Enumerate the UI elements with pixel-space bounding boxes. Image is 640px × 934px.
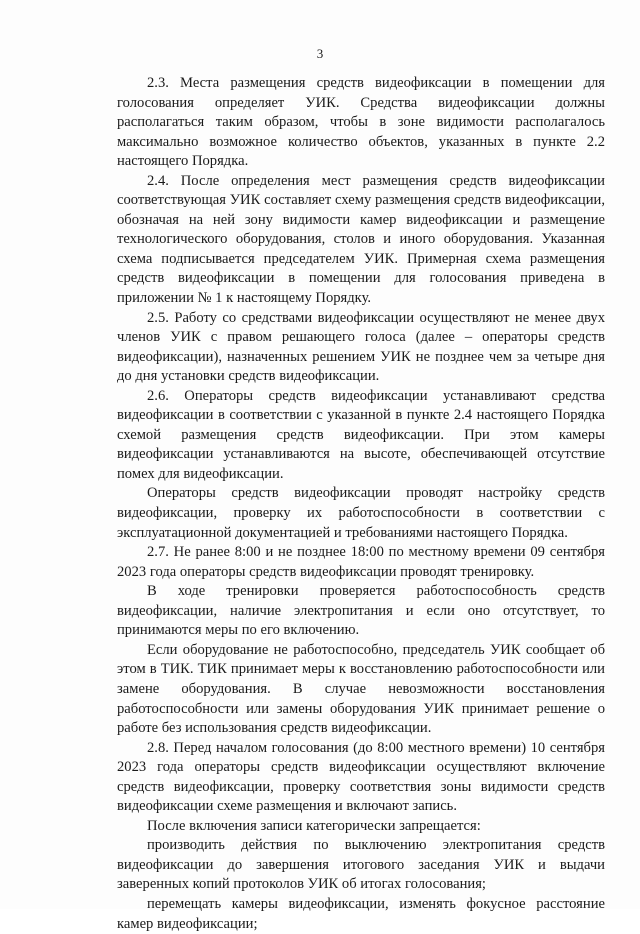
paragraph-2-3: 2.3. Места размещения средств видеофиксации в помещении для голосования определяет УИК. Средства видеофиксации должны располагаться таким образом, чтобы в зоне видимости располагалось максимально возможное количество объектов, указанных в пункте 2.2 настоящего Порядка.: [117, 75, 605, 170]
paragraph-2-8: 2.8. Перед началом голосования (до 8:00 местного времени) 10 сентября 2023 года операторы средств видеофиксации осуществляют включение средств видеофиксации, проверку соответствия зоны видимости средств видеофиксации схеме размещения и включают запись.: [117, 739, 605, 815]
paragraph-2-7: 2.7. Не ранее 8:00 и не позднее 18:00 по местному времени 09 сентября 2023 года операторы средств видеофиксации проводят тренировку.: [117, 544, 605, 580]
document-body: [117, 74, 605, 934]
paragraph-equipment-failure: Если оборудование не работоспособно, председатель УИК сообщает об этом в ТИК. ТИК принимает меры к восстановлению работоспособности или замене оборудования. В случае невозможности восстановления работоспособности или замены оборудования УИК принимает решение о работе без использования средств видеофиксации.: [117, 641, 605, 737]
paragraph-operators-setup: Операторы средств видеофиксации проводят настройку средств видеофиксации, проверку их работоспособности в соответствии с эксплуатационной документацией и требованиями настоящего Порядка.: [117, 485, 605, 541]
paragraph-prohibited-intro: После включения записи категорически запрещается:: [147, 817, 481, 834]
paragraph-training-check: В ходе тренировки проверяется работоспособность средств видеофиксации, наличие электропитания и если оно отсутствует, то принимаются меры по его включению.: [117, 583, 605, 639]
page-number: 3: [316, 46, 324, 61]
paragraph-prohibited-power: производить действия по выключению электропитания средств видеофиксации до завершения итогового заседания УИК и выдачи заверенных копий протоколов УИК об итогах голосования;: [117, 837, 605, 893]
paragraph-2-6: 2.6. Операторы средств видеофиксации устанавливают средства видеофиксации в соответствии с указанной в пункте 2.4 настоящего Порядка схемой размещения средств видеофиксации. При этом камеры видеофиксации устанавливаются на высоте, обеспечивающей отсутствие помех для видеофиксации.: [117, 387, 605, 482]
paragraph-2-5: 2.5. Работу со средствами видеофиксации осуществляют не менее двух членов УИК с правом решающего голоса (далее – операторы средств видеофиксации), назначенных решением УИК не позднее чем за четыре дня до дня установки средств видеофиксации.: [117, 309, 605, 385]
paragraph-prohibited-move: перемещать камеры видеофиксации, изменять фокусное расстояние камер видеофиксации;: [117, 895, 605, 932]
paragraph-2-4: 2.4. После определения мест размещения средств видеофиксации соответствующая УИК составляет схему размещения средств видеофиксации, обозначая на ней зону видимости камер видеофиксации и размещение технологического оборудования, столов и иного оборудования. Указанная схема подписывается председателем УИК. Примерная схема размещения средств видеофиксации в помещении для голосования приведена в приложении № 1 к настоящему Порядку.: [117, 172, 605, 307]
